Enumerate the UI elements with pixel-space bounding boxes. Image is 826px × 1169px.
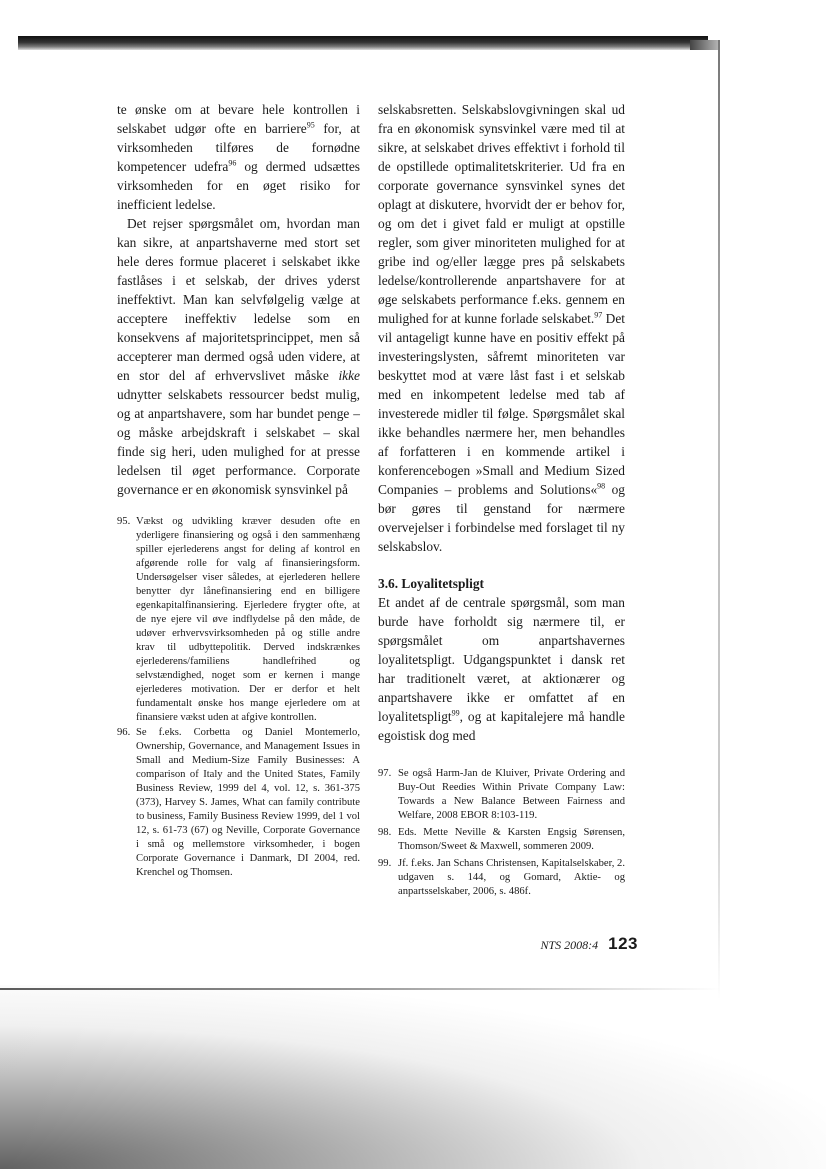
emphasis: ikke	[338, 368, 360, 383]
right-paragraph-1	[378, 100, 625, 556]
footnote-ref-99: 99	[451, 708, 460, 718]
footnote-96	[117, 726, 360, 880]
right-footnotes	[378, 767, 625, 899]
scan-shadow-top	[18, 36, 708, 50]
section-heading: 3.6. Loyalitetspligt	[378, 576, 485, 591]
text-run: Det vil antageligt kunne have en positiv effekt på investeringslysten, såfremt minoriteten var beskyttet mod at være låst fast i et selskab med en inkompetent ledelse med tab af investerede midler til følge. Spørgsmålet skal ikke behandles nærmere her, men behandles af forfatteren i en kommende artikel i konferencebogen »Small and Medium Sized Companies – problems and Solutions«	[378, 311, 625, 497]
left-body-text	[117, 100, 360, 499]
text-run: for, at virksomheden tilføres de fornødne kompetencer udefra	[117, 121, 360, 174]
footnote-text: Vækst og udvikling kræver desuden ofte en yderligere finansiering og også i den sammenhæng spiller ejerlederens angst for deling af kontrol en afgørende rolle for valg af finansieringsform. Undersøgelser viser således, at ejerlederen hellere benytter dyr lånefinansiering end en billigere egenkapitalfinansiering. Ejerledere frygter ofte, at de nye ejere vil øve indflydelse på den måde, de udøver erhvervsvirksomheden på og stille andre krav til udbyttepolitik. Derved indskrænkes ejerlederens/familiens handlefrihed og selvstændighed, noget som er kernen i mange ejerlederes motivation. Der er derfor et helt fundamentalt ønske hos mange ejerledere om at finansiere vækst uden at afgive kontrollen.	[136, 516, 360, 723]
footnote-ref-98: 98	[597, 481, 606, 491]
text-run: Et andet af de centrale spørgsmål, som man burde have forholdt sig nærmere til, er spørgsmålet om anpartshavernes loyalitetspligt. Udgangspunktet i dansk ret har traditionelt været, at aktionærer og anpartshavere ikke er omfattet af en loyalitetspligt	[378, 595, 625, 724]
right-body-text-2	[378, 593, 625, 745]
right-paragraph-2	[378, 593, 625, 745]
page-edge-right	[718, 40, 720, 1000]
text-run: , og at kapitalejere må handle egoistisk dog med	[378, 709, 625, 743]
text-run: Det rejser spørgsmålet om, hvordan man kan sikre, at anpartshaverne med stort set hele deres formue placeret i selskabet ikke fastlåses i et selskab, der drives yderst ineffektivt. Man kan selvfølgelig vælge at acceptere ineffektiv ledelse som en konsekvens af majoritetsprincippet, men så accepterer man dermed også uden videre, at en stor del af erhvervslivet måske	[117, 216, 360, 383]
right-body-text	[378, 100, 625, 556]
footnote-number: 97.	[378, 768, 392, 779]
journal-reference: NTS 2008:4	[540, 938, 599, 952]
text-run: selskabsretten. Selskabslovgivningen skal ud fra en økonomisk synsvinkel være med til at sikre, at selskabet drives effektivt i forhold til de opstillede optimalitetskriterier. Ud fra en corporate governance synsvinkel synes det oplagt at diskutere, hvorvidt der er behov for, og om det i givet fald er muligt at opstille regler, som giver minoriteten mulighed for at gribe ind og/eller lægge pres på selskabets ledelse/kontrollerende anpartshavere for at øge selskabets performance f.eks. gennem en mulighed for at kunne forlade selskabet.	[378, 102, 625, 326]
text-run: og bør gøres til genstand for nærmere overvejelser i forbindelse med forslaget til ny selskabslov.	[378, 482, 625, 554]
left-paragraph-1	[117, 100, 360, 214]
footnote-text: Se også Harm-Jan de Kluiver, Private Ordering and Buy-Out Reedies Within Private Company Law: Towards a New Balance Between Fairness and Welfare, 2008 EBOR 8:103-119.	[398, 768, 625, 821]
footnote-number: 98.	[378, 827, 392, 838]
page-folio	[520, 934, 638, 956]
scan-shadow-top-right	[690, 40, 720, 50]
footnote-number: 95.	[117, 516, 131, 527]
footnote-number: 96.	[117, 727, 131, 738]
left-footnotes	[117, 515, 360, 880]
scan-shadow-bottom	[0, 985, 826, 1169]
page-number: 123	[608, 934, 638, 953]
footnote-99	[378, 857, 625, 899]
footnote-97	[378, 767, 625, 823]
text-run: te ønske om at bevare hele kontrollen i selskabet udgør ofte en barriere	[117, 102, 360, 136]
right-column	[378, 100, 625, 902]
footnote-text: Eds. Mette Neville & Karsten Engsig Sørensen, Thomson/Sweet & Maxwell, sommeren 2009.	[398, 827, 625, 852]
footnote-ref-95: 95	[306, 120, 315, 130]
left-column	[117, 100, 360, 881]
footnote-ref-96: 96	[228, 158, 237, 168]
text-run: udnytter selskabets ressourcer bedst mulig, og at anpartshavere, som har bundet penge – og måske arbejdskraft i selskabet – skal finde sig heri, uden mulighed for at presse ledelsen til øget performance. Corporate governance er en økonomisk synsvinkel på	[117, 387, 360, 497]
footnote-95	[117, 515, 360, 725]
footnote-98	[378, 826, 625, 854]
footnote-text: Jf. f.eks. Jan Schans Christensen, Kapitalselskaber, 2. udgaven s. 144, og Gomard, Aktie- og anpartsselskaber, 2006, s. 486f.	[398, 858, 625, 897]
footnote-number: 99.	[378, 858, 392, 869]
footnote-text: Se f.eks. Corbetta og Daniel Montemerlo, Ownership, Governance, and Management Issues in Small and Medium-Size Family Businesses: A comparison of Italy and the United States, Family Business Review, 1999 del 4, vol. 12, s. 361-375 (373), Harvey S. James, What can family contribute to business, Family Business Review 1999, del 1 vol 12, s. 61-73 (67) og Neville, Corporate Governance i små og mellemstore virksomheder, i bogen Corporate Governance i Danmark, DI 2004, red. Krenchel og Thomsen.	[136, 727, 360, 878]
text-run: og dermed udsættes virksomheden for en øget risiko for inefficient ledelse.	[117, 159, 360, 212]
left-paragraph-2	[117, 214, 360, 499]
footnote-ref-97: 97	[594, 310, 603, 320]
